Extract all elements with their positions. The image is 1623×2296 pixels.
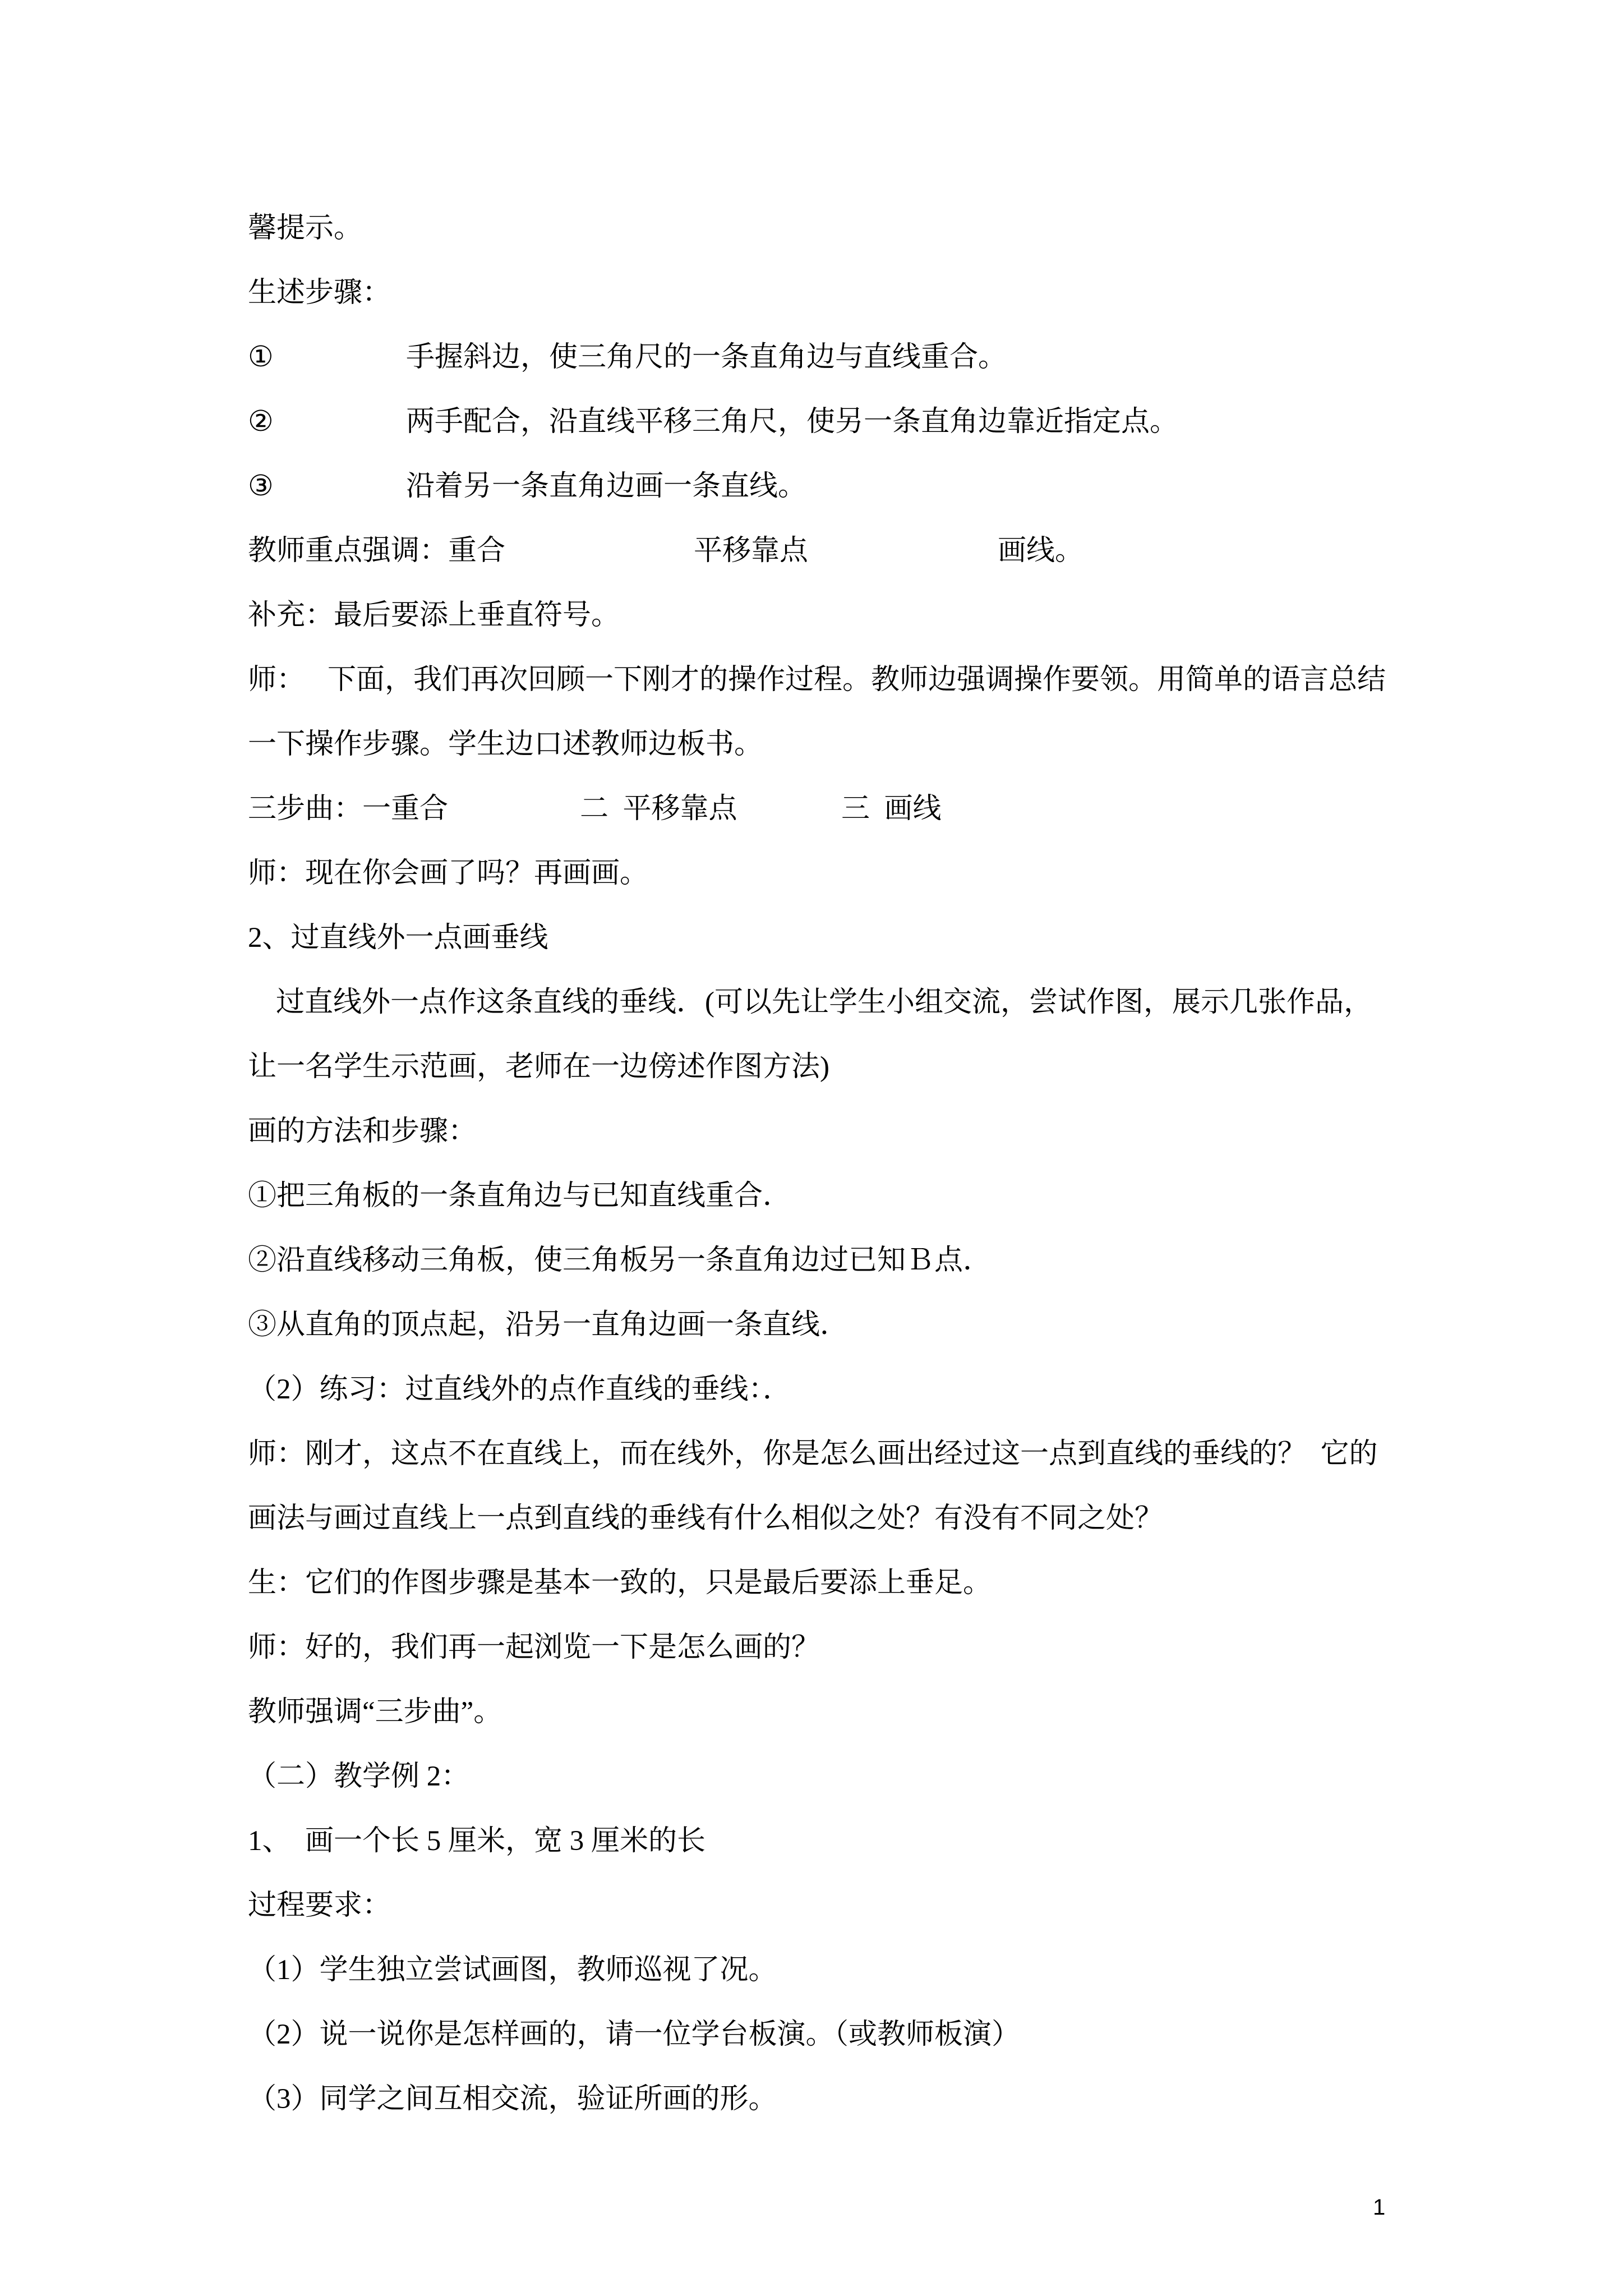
three-steps-line <box>248 777 1426 841</box>
text-line: （3）同学之间互相交流，验证所画的形。 <box>248 2083 777 2115</box>
text-line: 过程要求： <box>248 1890 391 1921</box>
text-line: （2）练习：过直线外的点作直线的垂线：． <box>248 1374 792 1405</box>
step-line <box>248 325 1426 390</box>
step-part: 三步曲：一重合 <box>248 793 449 825</box>
text-line: （1）学生独立尝试画图，教师巡视了况。 <box>248 1954 777 1986</box>
dialogue-line <box>248 648 1426 712</box>
text-line: 生述步骤： <box>248 277 391 309</box>
section-heading: （二）教学例 2： <box>248 1761 470 1792</box>
text-line: 师：现在你会画了吗？再画画。 <box>248 858 649 889</box>
text-line: 画法与画过直线上一点到直线的垂线有什么相似之处？有没有不同之处？ <box>248 1503 1164 1534</box>
page-number: 1 <box>1373 2195 1386 2220</box>
step-line <box>248 390 1426 454</box>
text-line: 让一名学生示范画，老师在一边傍述作图方法) <box>248 1051 829 1083</box>
step-marker: ③ <box>248 471 274 502</box>
text-line: 师：刚才，这点不在直线上，而在线外，你是怎么画出经过这一点到直线的垂线的？ 它的 <box>248 1438 1378 1470</box>
text-line: 师：好的，我们再一起浏览一下是怎么画的？ <box>248 1632 820 1663</box>
step-marker: ① <box>248 342 274 373</box>
text-line: 画的方法和步骤： <box>248 1116 477 1147</box>
body-text <box>248 196 1426 2132</box>
text-line: 生：它们的作图步骤是基本一致的，只是最后要添上垂足。 <box>248 1567 992 1599</box>
text-line: 1、 画一个长 5 厘米，宽 3 厘米的长 <box>248 1825 706 1857</box>
dialogue-text: 下面，我们再次回顾一下刚才的操作过程。教师边强调操作要领。用简单的语言总结 <box>328 664 1386 696</box>
emphasis-part: 教师重点强调：重合 <box>248 535 506 567</box>
text-line: 一下操作步骤。学生边口述教师边板书。 <box>248 729 763 760</box>
step-text: 沿着另一条直角边画一条直线。 <box>406 471 807 502</box>
emphasis-part: 平移靠点 <box>694 535 809 567</box>
emphasis-part: 画线。 <box>998 535 1084 567</box>
text-line: 教师强调“三步曲”。 <box>248 1696 502 1728</box>
text-line: ②沿直线移动三角板，使三角板另一条直角边过已知Ｂ点． <box>248 1245 992 1276</box>
text-line: 过直线外一点作这条直线的垂线．(可以先让学生小组交流，尝试作图，展示几张作品， <box>276 987 1372 1018</box>
step-part: 三 画线 <box>841 793 942 825</box>
text-line: ①把三角板的一条直角边与已知直线重合． <box>248 1180 792 1212</box>
step-text: 两手配合，沿直线平移三角尺，使另一条直角边靠近指定点。 <box>406 406 1179 438</box>
text-line: ③从直角的顶点起，沿另一直角边画一条直线． <box>248 1309 849 1341</box>
text-line: 馨提示。 <box>248 213 363 244</box>
step-line <box>248 454 1426 519</box>
text-line: （2）说一说你是怎样画的，请一位学台板演。（或教师板演） <box>248 2019 1021 2050</box>
text-line: 补充：最后要添上垂直符号。 <box>248 600 620 631</box>
step-part: 二 平移靠点 <box>580 793 737 825</box>
step-marker: ② <box>248 406 274 438</box>
speaker-label: 师： <box>248 664 306 696</box>
section-heading: 2、过直线外一点画垂线 <box>248 922 548 954</box>
emphasis-line <box>248 519 1426 583</box>
step-text: 手握斜边，使三角尺的一条直角边与直线重合。 <box>406 342 1007 373</box>
